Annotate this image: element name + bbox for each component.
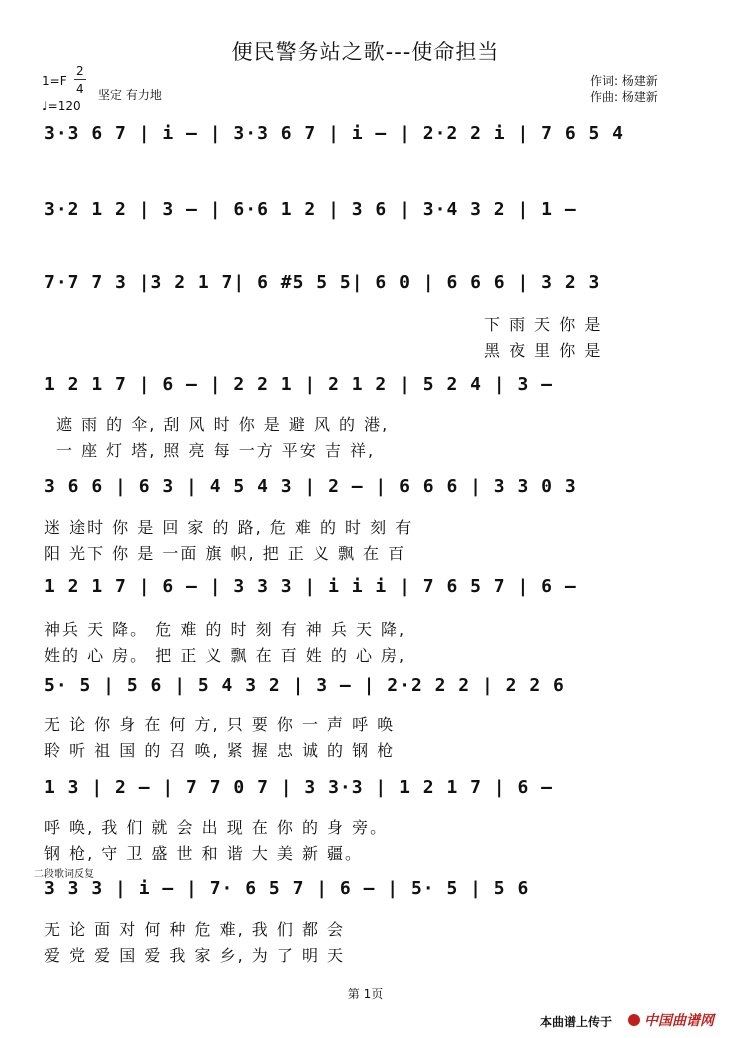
expression-marking: 坚定 有力地 bbox=[98, 88, 162, 102]
score-row bbox=[44, 374, 694, 404]
notation-line: 1 3 | 2 – | 7 7 0 7 | 3 3·3 | 1 2 1 7 | 6 – bbox=[44, 777, 553, 798]
lyric-line: 爱 党 爱 国 爱 我 家 乡, 为 了 明 天 bbox=[44, 946, 346, 965]
lyricist-credit: 作词: 杨建新 bbox=[590, 74, 658, 88]
page-title: 便民警务站之歌---使命担当 bbox=[231, 40, 500, 64]
lyric-line: 无 论 面 对 何 种 危 难, 我 们 都 会 bbox=[44, 920, 346, 939]
notation-line: 1 2 1 7 | 6 – | 2 2 1 | 2 1 2 | 5 2 4 | 3 – bbox=[44, 374, 553, 395]
lyric-line: 迷 途时 你 是 回 家 的 路, 危 难 的 时 刻 有 bbox=[44, 518, 414, 537]
time-signature-divider bbox=[74, 79, 86, 80]
site-brand: 中国曲谱网 bbox=[644, 1013, 714, 1029]
notation-line: 1 2 1 7 | 6 – | 3 3 3 | i i i | 7 6 5 7 | 6 – bbox=[44, 576, 577, 597]
lyric-line: 遮 雨 的 伞, 刮 风 时 你 是 避 风 的 港, bbox=[56, 415, 390, 434]
page-number: 第 1页 bbox=[347, 987, 384, 1001]
notation-line: 3·2 1 2 | 3 – | 6·6 1 2 | 3 6 | 3·4 3 2 | 1 – bbox=[44, 199, 577, 220]
lyric-line: 一 座 灯 塔, 照 亮 每 一方 平安 吉 祥, bbox=[56, 441, 376, 460]
score-row bbox=[44, 123, 694, 153]
key-signature: 1=F bbox=[42, 74, 67, 88]
score-row bbox=[44, 576, 694, 606]
lyric-line: 黑 夜 里 你 是 bbox=[484, 341, 603, 360]
lyric-line: 无 论 你 身 在 何 方, 只 要 你 一 声 呼 唤 bbox=[44, 715, 396, 734]
lyric-line: 神兵 天 降。 危 难 的 时 刻 有 神 兵 天 降, bbox=[44, 620, 407, 639]
score-row bbox=[44, 675, 694, 705]
score-row bbox=[44, 878, 694, 908]
tempo-marking: ♩=120 bbox=[42, 99, 81, 113]
score-row bbox=[44, 777, 694, 807]
upload-credit: 本曲谱上传于 bbox=[540, 1015, 613, 1029]
notation-line: 3·3 6 7 | i – | 3·3 6 7 | i – | 2·2 2 i | 7 6 5 4 bbox=[44, 123, 625, 144]
notation-line: 5· 5 | 5 6 | 5 4 3 2 | 3 – | 2·2 2 2 | 2 2 6 bbox=[44, 675, 565, 696]
notation-line: 7·7 7 3 |3 2 1 7| 6 #5 5 5| 6 0 | 6 6 6 | 3 2 3 bbox=[44, 272, 601, 293]
notation-line: 3 6 6 | 6 3 | 4 5 4 3 | 2 – | 6 6 6 | 3 3 0 3 bbox=[44, 476, 577, 497]
time-signature-numerator: 2 bbox=[76, 64, 84, 78]
score-row bbox=[44, 476, 694, 506]
composer-credit: 作曲: 杨建新 bbox=[590, 90, 658, 104]
score-row bbox=[44, 199, 694, 229]
lyric-line: 姓的 心 房。 把 正 义 飘 在 百 姓 的 心 房, bbox=[44, 646, 407, 665]
lyric-line: 钢 枪, 守 卫 盛 世 和 谐 大 美 新 疆。 bbox=[44, 844, 364, 863]
lyric-line: 呼 唤, 我 们 就 会 出 现 在 你 的 身 旁。 bbox=[44, 818, 389, 837]
lyric-line: 阳 光下 你 是 一面 旗 帜, 把 正 义 飘 在 百 bbox=[44, 544, 407, 563]
lyric-line: 下 雨 天 你 是 bbox=[484, 315, 603, 334]
time-signature-denominator: 4 bbox=[76, 82, 84, 96]
site-logo-icon bbox=[628, 1014, 640, 1026]
lyric-line: 聆 听 祖 国 的 召 唤, 紧 握 忠 诚 的 钢 枪 bbox=[44, 741, 396, 760]
notation-line: 3 3 3 | i – | 7· 6 5 7 | 6 – | 5· 5 | 5 6 bbox=[44, 878, 530, 899]
score-row bbox=[44, 272, 694, 302]
repeat-note: 二段歌词反复 bbox=[34, 869, 94, 880]
